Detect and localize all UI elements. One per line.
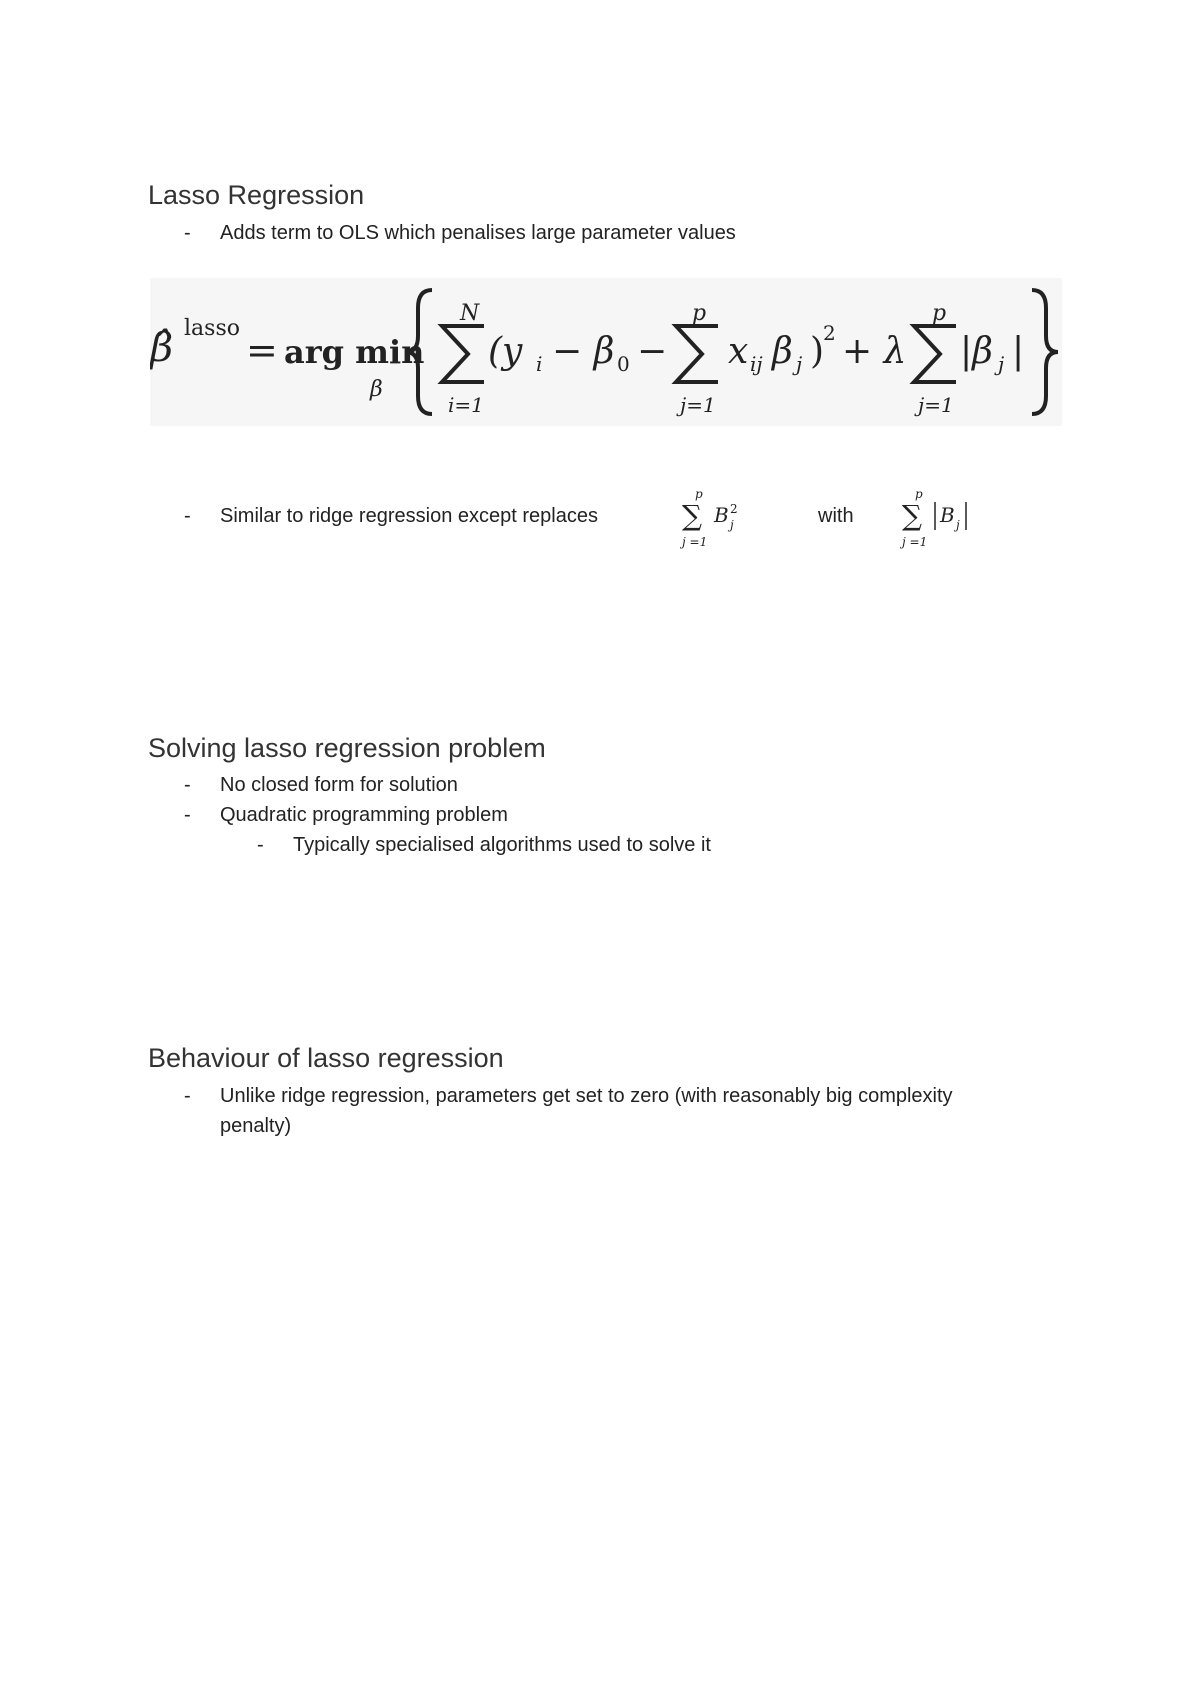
expr1-sub: j [730,518,734,532]
formula-beta0-sub: 0 [617,352,630,376]
formula-beta-j-sub: j [796,352,803,376]
expr2-upper: p [915,487,923,501]
bullet-marker: - [184,222,191,244]
expr1-var: B [714,503,729,527]
formula-right-brace [1032,290,1058,414]
bullet-marker: - [184,804,191,826]
expr2-var: B [940,503,955,527]
expr1-sup: 2 [730,502,738,516]
expr2-sigma: ∑ [902,499,922,532]
bullet-marker: - [184,774,191,796]
formula-argmin: arg min [284,333,425,371]
formula-equals: = [246,328,278,372]
with-label: with [818,505,854,527]
bullet-marker: - [184,505,191,527]
formula-abs-close: | [1012,331,1025,372]
formula-x-sub: ij [750,352,763,376]
bullet-unlike-ridge-continuation: penalty) [220,1115,292,1137]
formula-lhs-beta: β̂ [150,325,174,371]
formula-lhs-superscript: lasso [184,316,240,341]
formula-minus: − [637,331,668,372]
sum2-upper: p [692,301,707,326]
expr2-sub: j [956,518,960,532]
bullet-no-closed-form: No closed form for solution [220,774,458,796]
expr1-sigma: ∑ [682,499,702,532]
formula-x: x [728,331,749,372]
sum2-sigma [676,326,718,382]
sum3-upper: p [932,301,947,326]
formula-yi-sub: i [536,352,543,376]
lasso-formula-image [150,278,1062,426]
formula-term-open: (y [488,331,523,372]
expr2-lower: j =1 [902,535,928,549]
sum1-sigma [442,326,484,382]
bullet-similar-to-ridge: Similar to ridge regression except replaces [220,505,598,527]
section-heading-behaviour-lasso: Behaviour of lasso regression [148,1043,504,1073]
lasso-penalty-expression [900,484,984,555]
sum3-sigma [914,326,956,382]
section-heading-lasso-regression: Lasso Regression [148,180,365,210]
formula-abs-beta-sub: j [998,352,1005,376]
bullet-specialised-algorithms: Typically specialised algorithms used to solve it [293,834,711,856]
formula-argmin-sub: β [370,377,383,402]
expr1-upper: p [695,487,703,501]
formula-beta-j: β [772,331,793,372]
sum2-lower: j=1 [680,393,716,417]
bullet-adds-term: Adds term to OLS which penalises large parameter values [220,222,736,244]
bullet-marker: - [184,1085,191,1107]
sum1-upper: N [460,301,480,326]
bullet-unlike-ridge: Unlike ridge regression, parameters get set to zero (with reasonably big complexity [220,1085,953,1107]
sum3-lower: j=1 [918,393,954,417]
formula-minus-beta0: − β [552,331,615,372]
section-heading-solving-lasso: Solving lasso regression problem [148,733,546,763]
formula-plus-lambda: + λ [842,331,907,372]
sum1-lower: i=1 [448,393,484,417]
formula-abs-beta: |β [960,331,993,372]
expr1-lower: j =1 [682,535,708,549]
ridge-penalty-expression [680,484,750,555]
bullet-marker: - [257,834,264,856]
formula-close-paren: ) [810,331,825,372]
bullet-quadratic-programming: Quadratic programming problem [220,804,508,826]
formula-square: 2 [823,321,836,345]
